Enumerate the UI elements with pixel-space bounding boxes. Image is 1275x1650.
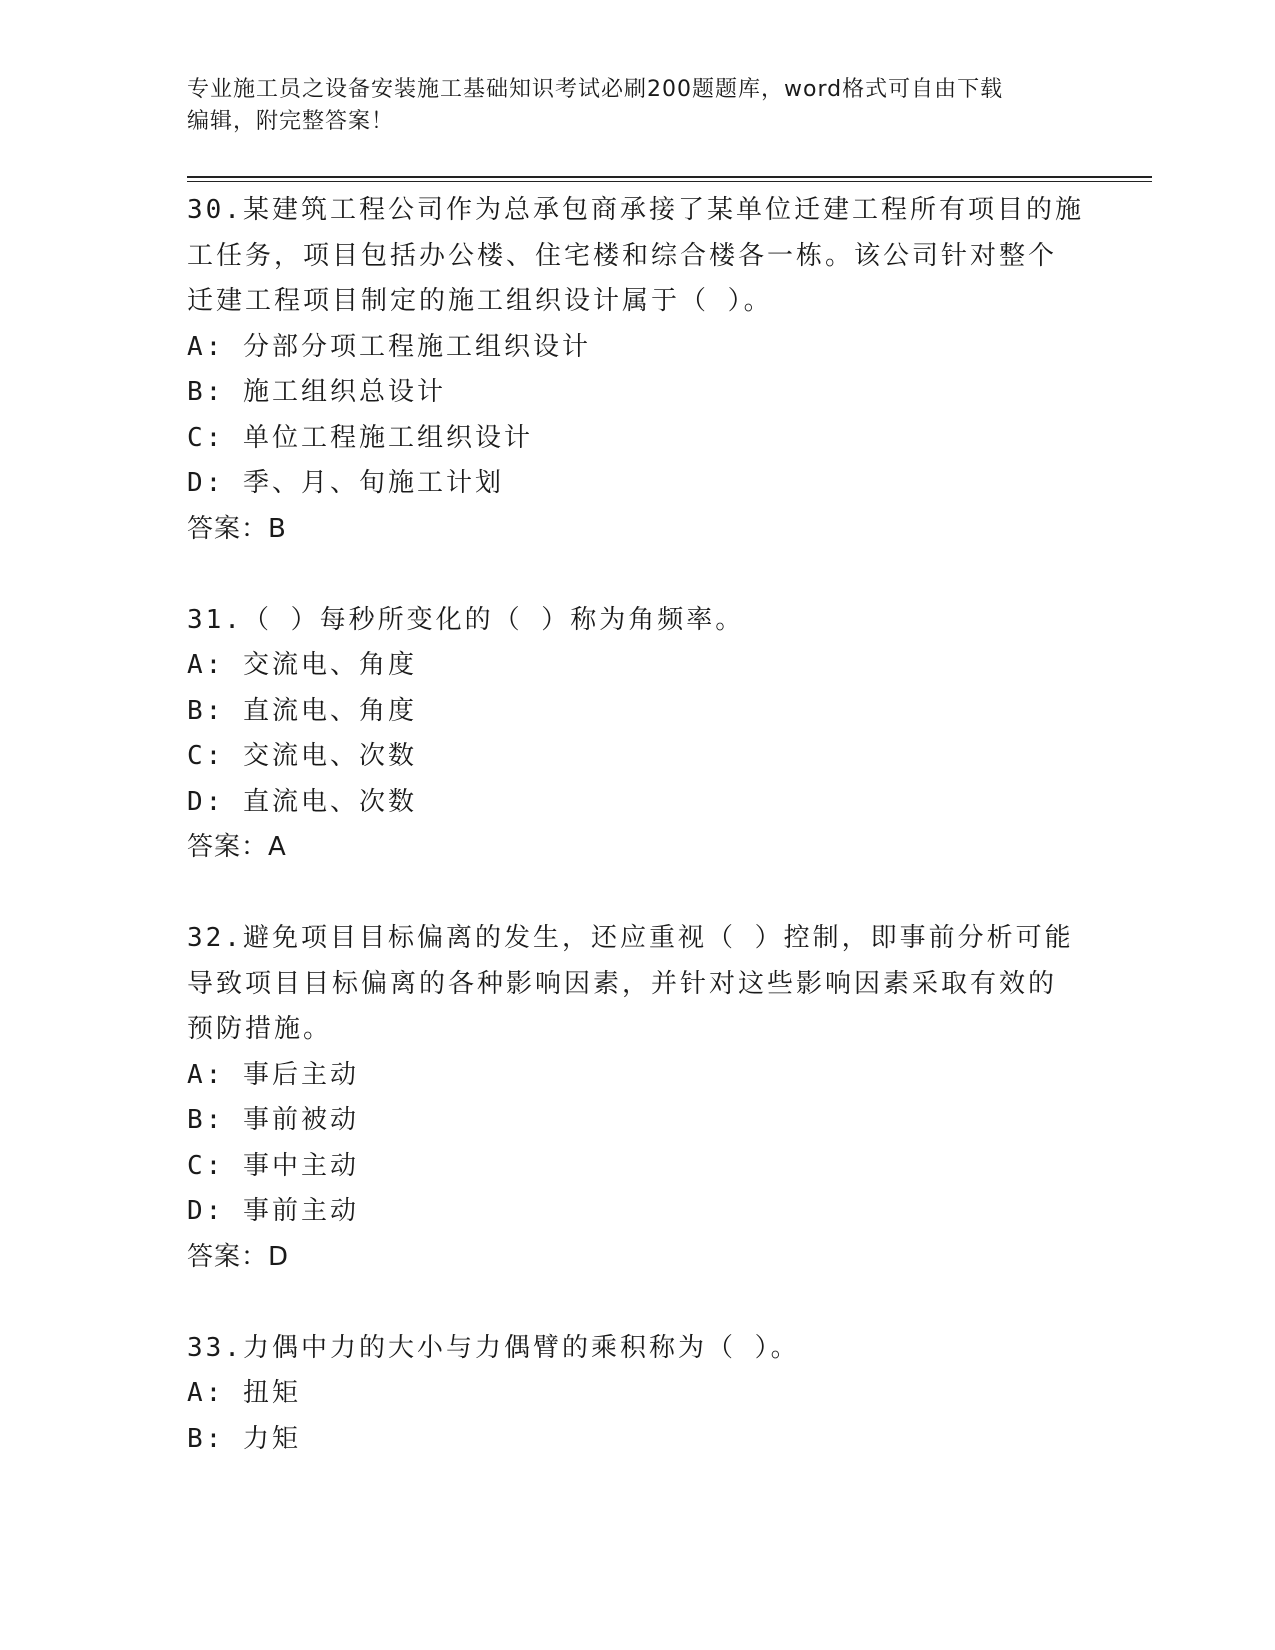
question-stem-line: 33.力偶中力的大小与力偶臂的乘积称为（ ）。 bbox=[187, 1332, 800, 1363]
question-30 bbox=[187, 188, 1087, 552]
option-a: A: 交流电、角度 bbox=[187, 650, 417, 680]
option-b: B: 力矩 bbox=[187, 1423, 301, 1454]
question-stem-line: 30.某建筑工程公司作为总承包商承接了某单位迁建工程所有项目的施 bbox=[187, 195, 1084, 225]
option-c: C: 交流电、次数 bbox=[187, 741, 417, 771]
question-list bbox=[187, 188, 1087, 1508]
header-line-2: 编辑，附完整答案！ bbox=[187, 109, 395, 134]
header-divider-thick bbox=[187, 176, 1152, 178]
question-stem-line: 预防措施。 bbox=[187, 1014, 333, 1044]
answer-label: 答案：A bbox=[187, 832, 287, 862]
question-33 bbox=[187, 1326, 1087, 1463]
option-c: C: 事中主动 bbox=[187, 1150, 359, 1181]
option-c: C: 单位工程施工组织设计 bbox=[187, 422, 533, 453]
option-d: D: 事前主动 bbox=[187, 1196, 359, 1226]
header-line-1: 专业施工员之设备安装施工基础知识考试必刷200题题库，word格式可自由下载 bbox=[187, 77, 1004, 102]
document-header bbox=[187, 74, 1087, 138]
option-d: D: 直流电、次数 bbox=[187, 786, 417, 817]
option-b: B: 施工组织总设计 bbox=[187, 377, 446, 407]
option-b: B: 事前被动 bbox=[187, 1105, 359, 1135]
option-b: B: 直流电、角度 bbox=[187, 695, 417, 726]
question-stem-line: 迁建工程项目制定的施工组织设计属于（ ）。 bbox=[187, 286, 773, 316]
question-32 bbox=[187, 916, 1087, 1280]
option-a: A: 事后主动 bbox=[187, 1059, 359, 1090]
answer-label: 答案：B bbox=[187, 513, 287, 544]
question-stem-line: 32.避免项目目标偏离的发生，还应重视（ ）控制，即事前分析可能 bbox=[187, 923, 1074, 953]
question-stem-line: 31.（ ）每秒所变化的（ ）称为角频率。 bbox=[187, 604, 745, 635]
option-d: D: 季、月、旬施工计划 bbox=[187, 468, 504, 498]
question-stem-line: 工任务，项目包括办公楼、住宅楼和综合楼各一栋。该公司针对整个 bbox=[187, 240, 1058, 271]
question-stem-line: 导致项目目标偏离的各种影响因素，并针对这些影响因素采取有效的 bbox=[187, 968, 1058, 999]
option-a: A: 扭矩 bbox=[187, 1378, 301, 1408]
question-31 bbox=[187, 598, 1087, 871]
option-a: A: 分部分项工程施工组织设计 bbox=[187, 331, 591, 362]
header-divider-thin bbox=[187, 181, 1152, 182]
answer-label: 答案：D bbox=[187, 1241, 290, 1272]
